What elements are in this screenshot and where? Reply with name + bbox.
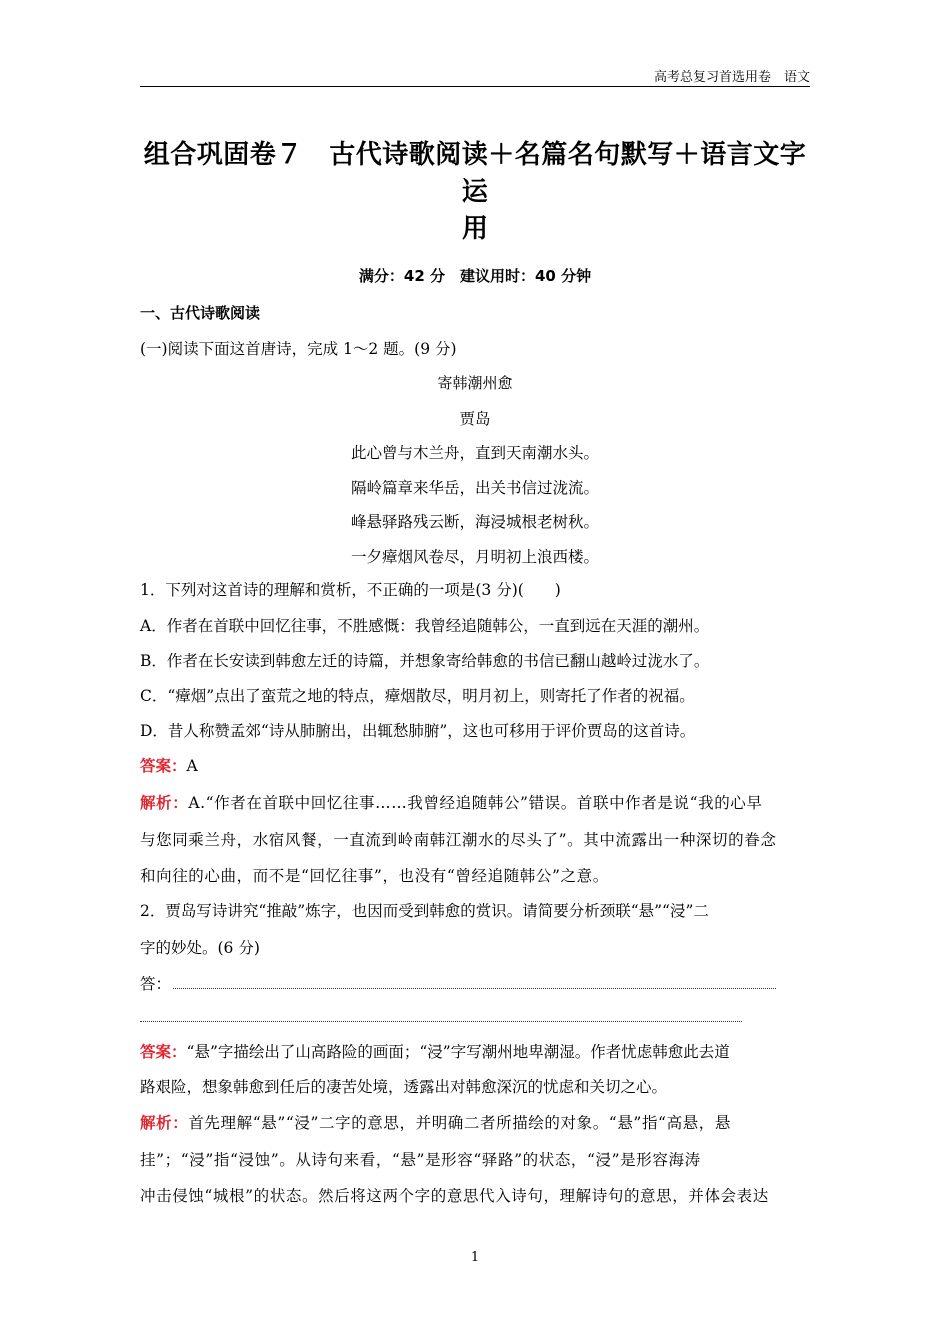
poem-line: 峰悬驿路残云断，海浸城根老树秋。 <box>350 513 599 531</box>
header-rule <box>140 86 810 87</box>
question-2-stem-line: 字的妙处。(6 分) <box>140 939 260 957</box>
section-heading: 一、古代诗歌阅读 <box>140 304 261 322</box>
answer-blank-line[interactable] <box>173 988 776 989</box>
answer-blank-line[interactable] <box>140 1021 742 1022</box>
question-1-stem: 1．下列对这首诗的理解和赏析，不正确的一项是(3 分)( ) <box>140 581 561 599</box>
poem-title: 寄韩潮州愈 <box>437 374 513 392</box>
q1-analysis-line: 和向往的心曲，而不是“回忆往事”，也没有“曾经追随韩公”之意。 <box>140 867 609 885</box>
page-title-line1: 组合巩固卷７ 古代诗歌阅读＋名篇名句默写＋语言文字运 <box>143 140 807 207</box>
q1-analysis-line: 与您同乘兰舟，水宿风餐，一直流到岭南韩江潮水的尽头了”。其中流露出一种深切的眷念 <box>140 831 777 849</box>
q2-analysis-line: 挂”；“浸”指“浸蚀”。从诗句来看，“悬”是形容“驿路”的状态，“浸”是形容海涛 <box>140 1151 701 1169</box>
poem-line: 隔岭篇章来华岳，出关书信过泷流。 <box>350 479 599 497</box>
answer-text: “悬”字描绘出了山高路险的画面；“浸”字写潮州地卑潮湿。作者忧虑韩愈此去道 <box>186 1043 730 1061</box>
analysis-label: 解析： <box>140 1114 189 1132</box>
page-title-line2: 用 <box>461 214 488 244</box>
question-intro: (一)阅读下面这首唐诗，完成 1～2 题。(9 分) <box>140 340 457 358</box>
q2-answer-line: 路艰险，想象韩愈到任后的凄苦处境，透露出对韩愈深沉的忧虑和关切之心。 <box>140 1078 668 1096</box>
q1-answer <box>140 754 810 776</box>
option-c: C．“瘴烟”点出了蛮荒之地的特点，瘴烟散尽，明月初上，则寄托了作者的祝福。 <box>140 687 695 705</box>
answer-value: A <box>186 757 198 775</box>
option-d: D．昔人称赞孟郊“诗从肺腑出，出辄愁肺腑”，这也可移用于评价贾岛的这首诗。 <box>140 722 696 740</box>
answer-label: 答案： <box>140 757 187 775</box>
score-time-info: 满分：42 分 建议用时：40 分钟 <box>358 267 592 285</box>
option-b: B．作者在长安读到韩愈左迁的诗篇，并想象寄给韩愈的书信已翻山越岭过泷水了。 <box>140 652 710 670</box>
poem-author: 贾岛 <box>459 410 491 428</box>
poem-line: 一夕瘴烟风卷尽，月明初上浪西楼。 <box>350 548 599 566</box>
answer-label: 答案： <box>140 1043 187 1061</box>
option-a: A．作者在首联中回忆往事，不胜感慨：我曾经追随韩公，一直到远在天涯的潮州。 <box>140 617 710 635</box>
analysis-text: A.“作者在首联中回忆往事……我曾经追随韩公”错误。首联中作者是说“我的心早 <box>188 794 763 812</box>
page-number: 1 <box>470 1250 480 1265</box>
q2-answer <box>140 1040 810 1062</box>
answer-prompt: 答： <box>140 975 172 993</box>
analysis-text: 首先理解“悬”“浸”二字的意思，并明确二者所描绘的对象。“悬”指“高悬，悬 <box>188 1114 731 1132</box>
running-header: 高考总复习首选用卷 语文 <box>653 70 810 85</box>
q2-analysis-line: 冲击侵蚀“城根”的状态。然后将这两个字的意思代入诗句，理解诗句的意思，并体会表达 <box>140 1187 769 1205</box>
q1-analysis <box>140 791 810 813</box>
q2-analysis <box>140 1111 810 1133</box>
analysis-label: 解析： <box>140 794 189 812</box>
question-2-stem: 2．贾岛写诗讲究“推敲”炼字，也因而受到韩愈的赏识。请简要分析颈联“悬”“浸”二 <box>140 902 709 920</box>
poem-line: 此心曾与木兰舟，直到天南潮水头。 <box>350 444 599 462</box>
